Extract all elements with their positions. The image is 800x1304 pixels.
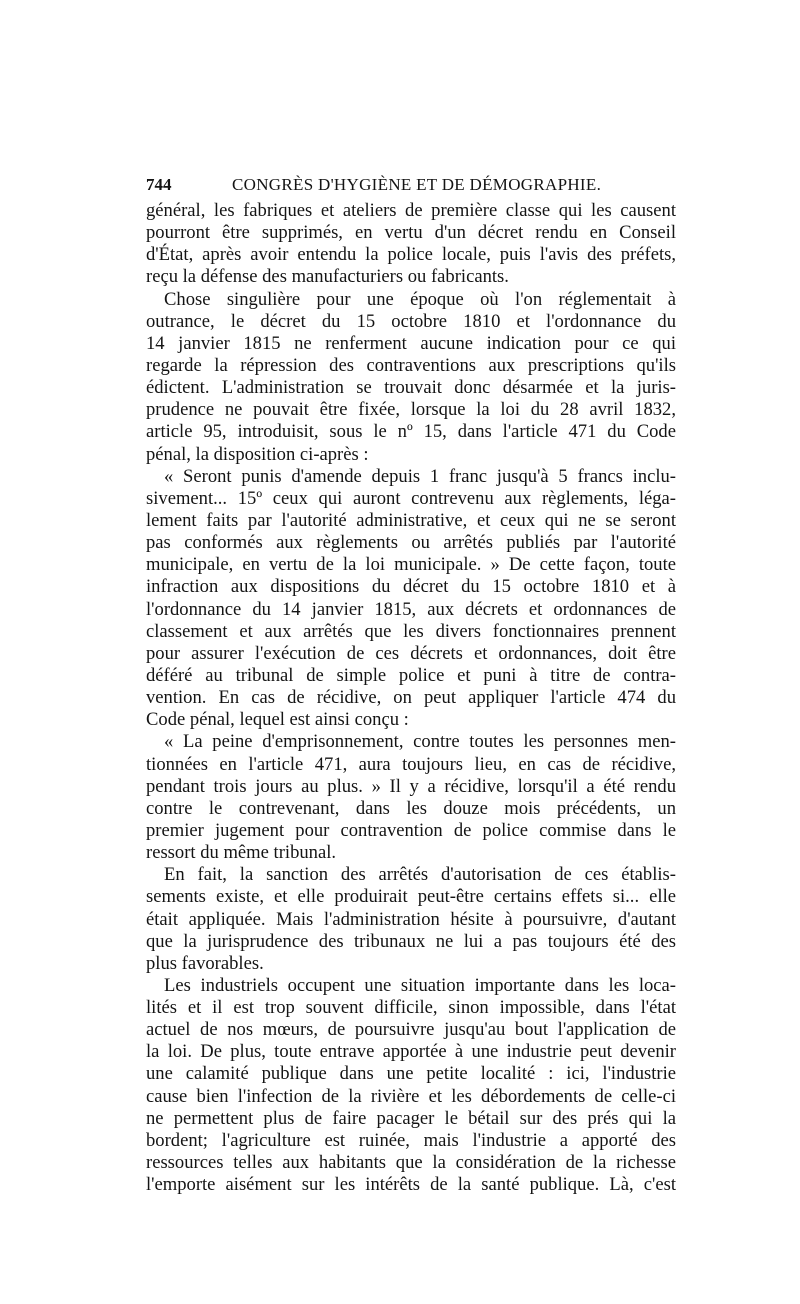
- text-line: d'État, après avoir entendu la police locale, puis l'avis des préfets,: [146, 244, 676, 266]
- text-line: tionnées en l'article 471, aura toujours lieu, en cas de récidive,: [146, 753, 676, 775]
- text-line: « La peine d'emprisonnement, contre toutes les personnes men-: [164, 731, 676, 753]
- text-line: cause bien l'infection de la rivière et les débordements de celle-ci: [146, 1085, 676, 1107]
- text-line: prudence ne pouvait être fixée, lorsque la loi du 28 avril 1832,: [146, 399, 676, 421]
- text-line: En fait, la sanction des arrêtés d'autorisation de ces établis-: [164, 864, 676, 886]
- text-line: article 95, introduisit, sous le nº 15, dans l'article 471 du Code: [146, 421, 676, 443]
- page-number: 744: [146, 175, 172, 194]
- text-line: l'emporte aisément sur les intérêts de la santé publique. Là, c'est: [146, 1174, 676, 1196]
- text-line: général, les fabriques et ateliers de première classe qui les causent: [146, 200, 676, 221]
- text-line: infraction aux dispositions du décret du 15 octobre 1810 et à: [146, 576, 676, 598]
- text-line: regarde la répression des contraventions aux prescriptions qu'ils: [146, 354, 676, 376]
- text-line: pourront être supprimés, en vertu d'un décret rendu en Conseil: [146, 222, 676, 244]
- text-line: « Seront punis d'amende depuis 1 franc jusqu'à 5 francs inclu-: [164, 465, 676, 487]
- text-line: contre le contrevenant, dans les douze mois précédents, un: [146, 797, 676, 819]
- text-line: lités et il est trop souvent difficile, sinon impossible, dans l'état: [146, 997, 676, 1019]
- text-line: pénal, la disposition ci-après :: [146, 443, 369, 465]
- text-line: vention. En cas de récidive, on peut appliquer l'article 474 du: [146, 687, 676, 709]
- text-line: la loi. De plus, toute entrave apportée à une industrie peut devenir: [146, 1041, 676, 1063]
- text-line: Code pénal, lequel est ainsi conçu :: [146, 709, 409, 731]
- text-line: Chose singulière pour une époque où l'on réglementait à: [164, 288, 676, 310]
- text-line: sements existe, et elle produirait peut-être certains effets si... elle: [146, 886, 676, 908]
- text-line: que la jurisprudence des tribunaux ne lui a pas toujours été des: [146, 930, 676, 952]
- text-line: sivement... 15º ceux qui auront contrevenu aux règlements, léga-: [146, 487, 676, 509]
- text-line: actuel de nos mœurs, de poursuivre jusqu'au bout l'application de: [146, 1019, 676, 1041]
- text-line: une calamité publique dans une petite localité : ici, l'industrie: [146, 1063, 676, 1085]
- text-line: reçu la défense des manufacturiers ou fabricants.: [146, 266, 509, 288]
- body-text: [146, 200, 676, 1196]
- text-line: bordent; l'agriculture est ruinée, mais l'industrie a apporté des: [146, 1129, 676, 1151]
- text-line: classement et aux arrêtés que les divers fonctionnaires prennent: [146, 620, 676, 642]
- text-line: premier jugement pour contravention de police commise dans le: [146, 819, 676, 841]
- text-line: pendant trois jours au plus. » Il y a récidive, lorsqu'il a été rendu: [146, 775, 676, 797]
- text-line: 14 janvier 1815 ne renferment aucune indication pour ce qui: [146, 332, 676, 354]
- text-line: pour assurer l'exécution de ces décrets et ordonnances, doit être: [146, 642, 676, 664]
- text-line: municipale, en vertu de la loi municipale. » De cette façon, toute: [146, 554, 676, 576]
- text-line: Les industriels occupent une situation importante dans les loca-: [164, 974, 676, 996]
- running-header: [146, 172, 676, 198]
- text-line: plus favorables.: [146, 952, 264, 974]
- text-line: outrance, le décret du 15 octobre 1810 et l'ordonnance du: [146, 310, 676, 332]
- text-line: l'ordonnance du 14 janvier 1815, aux décrets et ordonnances de: [146, 598, 676, 620]
- text-line: déféré au tribunal de simple police et puni à titre de contra-: [146, 664, 676, 686]
- text-line: ressources telles aux habitants que la considération de la richesse: [146, 1152, 676, 1174]
- text-line: édictent. L'administration se trouvait donc désarmée et la juris-: [146, 377, 676, 399]
- text-line: ne permettent plus de faire pacager le bétail sur des prés qui la: [146, 1107, 676, 1129]
- text-line: pas conformés aux règlements ou arrêtés publiés par l'autorité: [146, 532, 676, 554]
- running-title: CONGRÈS D'HYGIÈNE ET DE DÉMOGRAPHIE.: [232, 175, 602, 194]
- text-line: était appliquée. Mais l'administration hésite à poursuivre, d'autant: [146, 908, 676, 930]
- text-line: lement faits par l'autorité administrative, et ceux qui ne se seront: [146, 509, 676, 531]
- text-line: ressort du même tribunal.: [146, 842, 337, 864]
